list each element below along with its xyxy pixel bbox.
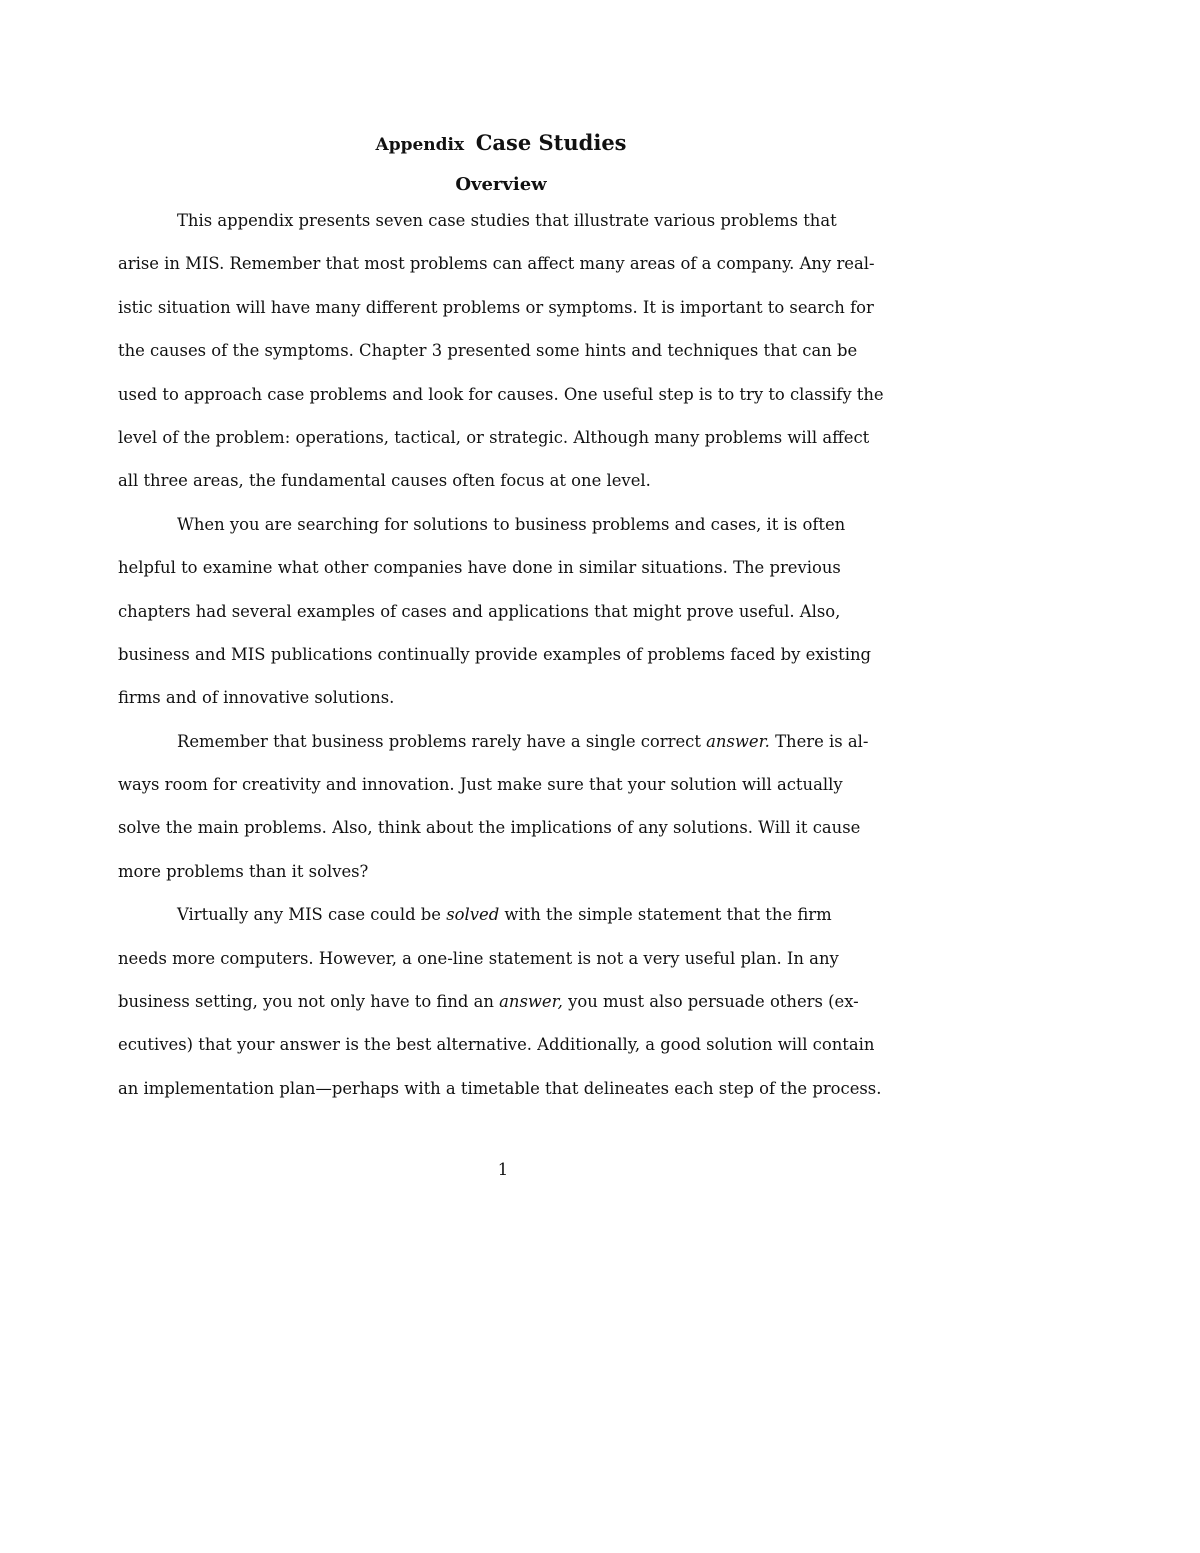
text-line: all three areas, the fundamental causes often focus at one level. xyxy=(118,471,651,491)
paragraph xyxy=(118,199,888,503)
text-line: used to approach case problems and look for causes. One useful step is to try to classify the xyxy=(118,384,884,404)
text-line: arise in MIS. Remember that most problems can affect many areas of a company. Any real- xyxy=(118,254,875,274)
text-line: Remember that business problems rarely have a single correct answer. There is al- xyxy=(177,731,869,751)
text-line: business and MIS publications continually provide examples of problems faced by existing xyxy=(118,644,872,664)
body-text xyxy=(118,199,888,1110)
text-line: the causes of the symptoms. Chapter 3 presented some hints and techniques that can be xyxy=(118,341,858,361)
text-line: ways room for creativity and innovation. Just make sure that your solution will actually xyxy=(118,775,843,795)
emphasis: answer, xyxy=(499,992,563,1012)
title-label: Appendix xyxy=(375,135,465,155)
text-line: When you are searching for solutions to business problems and cases, it is often xyxy=(177,514,846,534)
section-heading: Overview xyxy=(455,174,547,195)
text-line: ecutives) that your answer is the best alternative. Additionally, a good solution will contain xyxy=(118,1035,875,1055)
text-line: solve the main problems. Also, think about the implications of any solutions. Will it cause xyxy=(118,818,861,838)
text-line: helpful to examine what other companies have done in similar situations. The previous xyxy=(118,558,841,578)
text-line: more problems than it solves? xyxy=(118,861,369,881)
text-line: This appendix presents seven case studies that illustrate various problems that xyxy=(177,211,837,230)
emphasis: solved xyxy=(446,905,500,925)
title-main: Case Studies xyxy=(475,130,627,155)
text-line: level of the problem: operations, tactical, or strategic. Although many problems will affect xyxy=(118,427,870,447)
text-line: Virtually any MIS case could be solved with the simple statement that the firm xyxy=(177,905,832,925)
text-line: istic situation will have many different problems or symptoms. It is important to search for xyxy=(118,297,874,317)
paragraph xyxy=(118,893,888,1110)
paragraph xyxy=(118,503,888,720)
page-title xyxy=(0,130,1002,155)
text-line: chapters had several examples of cases and applications that might prove useful. Also, xyxy=(118,601,841,621)
emphasis: answer. xyxy=(706,731,770,751)
text-line: firms and of innovative solutions. xyxy=(118,688,395,708)
page-number: 1 xyxy=(497,1160,509,1179)
paragraph xyxy=(118,720,888,894)
text-line: an implementation plan—perhaps with a timetable that delineates each step of the process. xyxy=(118,1078,882,1098)
text-line: needs more computers. However, a one-line statement is not a very useful plan. In any xyxy=(118,948,839,968)
text-line: business setting, you not only have to find an answer, you must also persuade others (ex- xyxy=(118,992,859,1012)
